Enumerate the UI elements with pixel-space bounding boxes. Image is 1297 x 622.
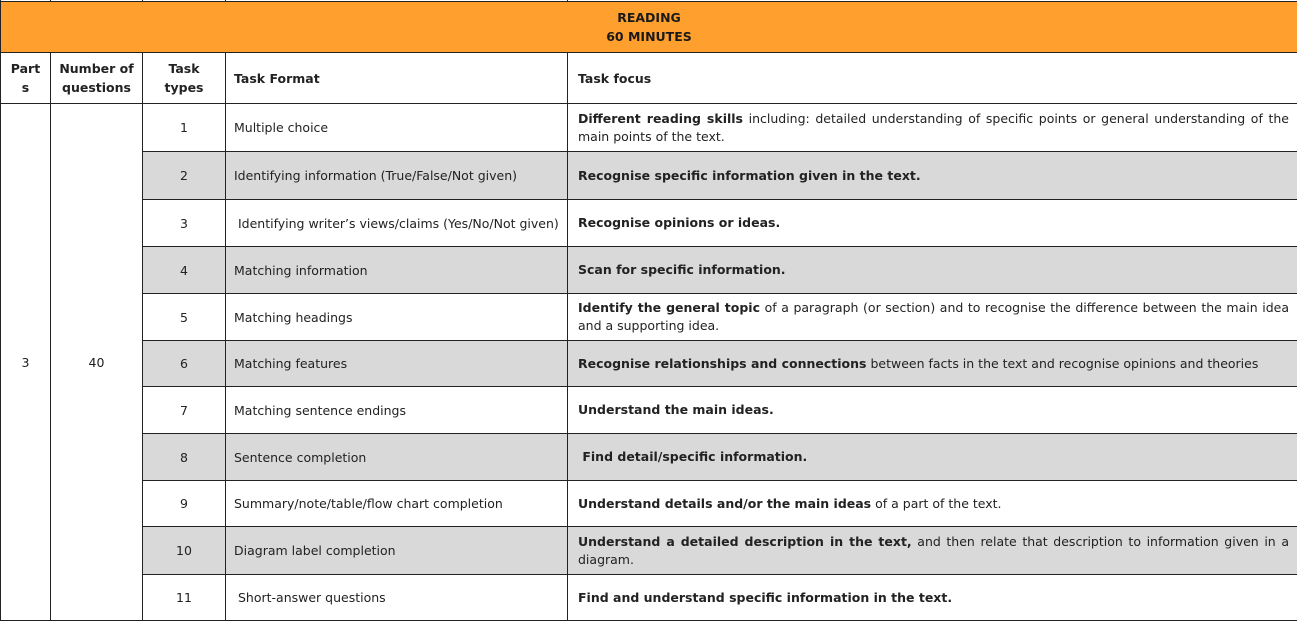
task-focus-emphasis: Identify the general topic — [578, 300, 760, 315]
task-type-number: 2 — [143, 152, 226, 200]
task-type-number: 1 — [143, 104, 226, 152]
task-type-number: 11 — [143, 575, 226, 621]
task-focus-detail: including: detailed understanding of specific points or general understanding of the main points of the text. — [578, 110, 1293, 144]
task-row — [1, 387, 1297, 434]
task-row — [1, 200, 1297, 247]
types-header-line2: types — [164, 80, 204, 95]
task-type-number: 6 — [143, 341, 226, 387]
task-row — [1, 527, 1297, 575]
task-type-number: 10 — [143, 527, 226, 575]
task-format: Sentence completion — [226, 434, 568, 481]
task-focus — [568, 200, 1297, 247]
questions-header — [51, 53, 143, 104]
task-type-number: 7 — [143, 387, 226, 434]
task-focus-detail: and then relate that description to information given in a diagram. — [578, 533, 1293, 567]
task-focus — [568, 294, 1297, 341]
header-row — [1, 53, 1297, 104]
task-focus-emphasis: Different reading skills — [578, 110, 743, 126]
parts-header-line2: s — [21, 80, 30, 95]
section-title-name: READING — [617, 10, 681, 25]
section-title-duration: 60 MINUTES — [606, 29, 692, 44]
task-type-number: 4 — [143, 247, 226, 294]
task-format: Identifying writer’s views/claims (Yes/No/Not given) — [226, 200, 568, 247]
types-header — [143, 53, 226, 104]
task-focus-emphasis: Find and understand specific information in the text. — [578, 589, 953, 605]
task-format: Matching information — [226, 247, 568, 294]
task-row — [1, 294, 1297, 341]
task-row — [1, 104, 1297, 152]
questions-header-line1: Number of — [59, 61, 134, 76]
task-row — [1, 434, 1297, 481]
task-row — [1, 247, 1297, 294]
task-type-number: 5 — [143, 294, 226, 341]
task-focus-emphasis: Find detail/specific information. — [578, 449, 808, 464]
task-row — [1, 575, 1297, 621]
questions-header-line2: questions — [62, 80, 131, 95]
title-row — [1, 2, 1297, 53]
types-header-line1: Task — [168, 61, 200, 76]
task-type-number: 8 — [143, 434, 226, 481]
parts-header-line1: Part — [10, 61, 41, 76]
task-focus — [568, 481, 1297, 527]
task-focus-detail: of a paragraph (or section) and to recognise the difference between the main idea and a supporting idea. — [578, 300, 1293, 333]
task-format: Matching sentence endings — [226, 387, 568, 434]
task-type-number: 9 — [143, 481, 226, 527]
task-focus — [568, 152, 1297, 200]
task-focus — [568, 104, 1297, 152]
task-focus-emphasis: Understand the main ideas. — [578, 402, 774, 417]
task-type-number: 3 — [143, 200, 226, 247]
task-focus-emphasis: Understand details and/or the main ideas — [578, 495, 872, 511]
task-focus-emphasis: Understand a detailed description in the text, — [578, 533, 912, 549]
task-focus — [568, 247, 1297, 294]
task-focus — [568, 387, 1297, 434]
task-focus-emphasis: Recognise relationships and connections — [578, 355, 867, 371]
format-header: Task Format — [226, 53, 568, 104]
task-focus — [568, 434, 1297, 481]
task-row — [1, 481, 1297, 527]
task-format: Diagram label completion — [226, 527, 568, 575]
task-focus-detail: of a part of the text. — [871, 495, 1002, 511]
task-row — [1, 152, 1297, 200]
task-format: Matching features — [226, 341, 568, 387]
task-focus-emphasis: Recognise specific information given in the text. — [578, 167, 921, 183]
task-row — [1, 341, 1297, 387]
task-format: Summary/note/table/flow chart completion — [226, 481, 568, 527]
task-format: Multiple choice — [226, 104, 568, 152]
parts-header — [1, 53, 51, 104]
task-rows — [1, 104, 1297, 621]
focus-header: Task focus — [568, 53, 1297, 104]
task-focus-detail: between facts in the text and recognise opinions and theories — [866, 355, 1259, 371]
task-focus-emphasis: Recognise opinions or ideas. — [578, 215, 781, 230]
task-focus — [568, 341, 1297, 387]
task-focus-emphasis: Scan for specific information. — [578, 262, 786, 277]
questions-count: 40 — [51, 104, 143, 621]
section-title — [1, 2, 1297, 53]
parts-count: 3 — [1, 104, 51, 621]
task-focus — [568, 527, 1297, 575]
task-format: Matching headings — [226, 294, 568, 341]
task-format: Short-answer questions — [226, 575, 568, 621]
task-format: Identifying information (True/False/Not given) — [226, 152, 568, 200]
task-focus — [568, 575, 1297, 621]
